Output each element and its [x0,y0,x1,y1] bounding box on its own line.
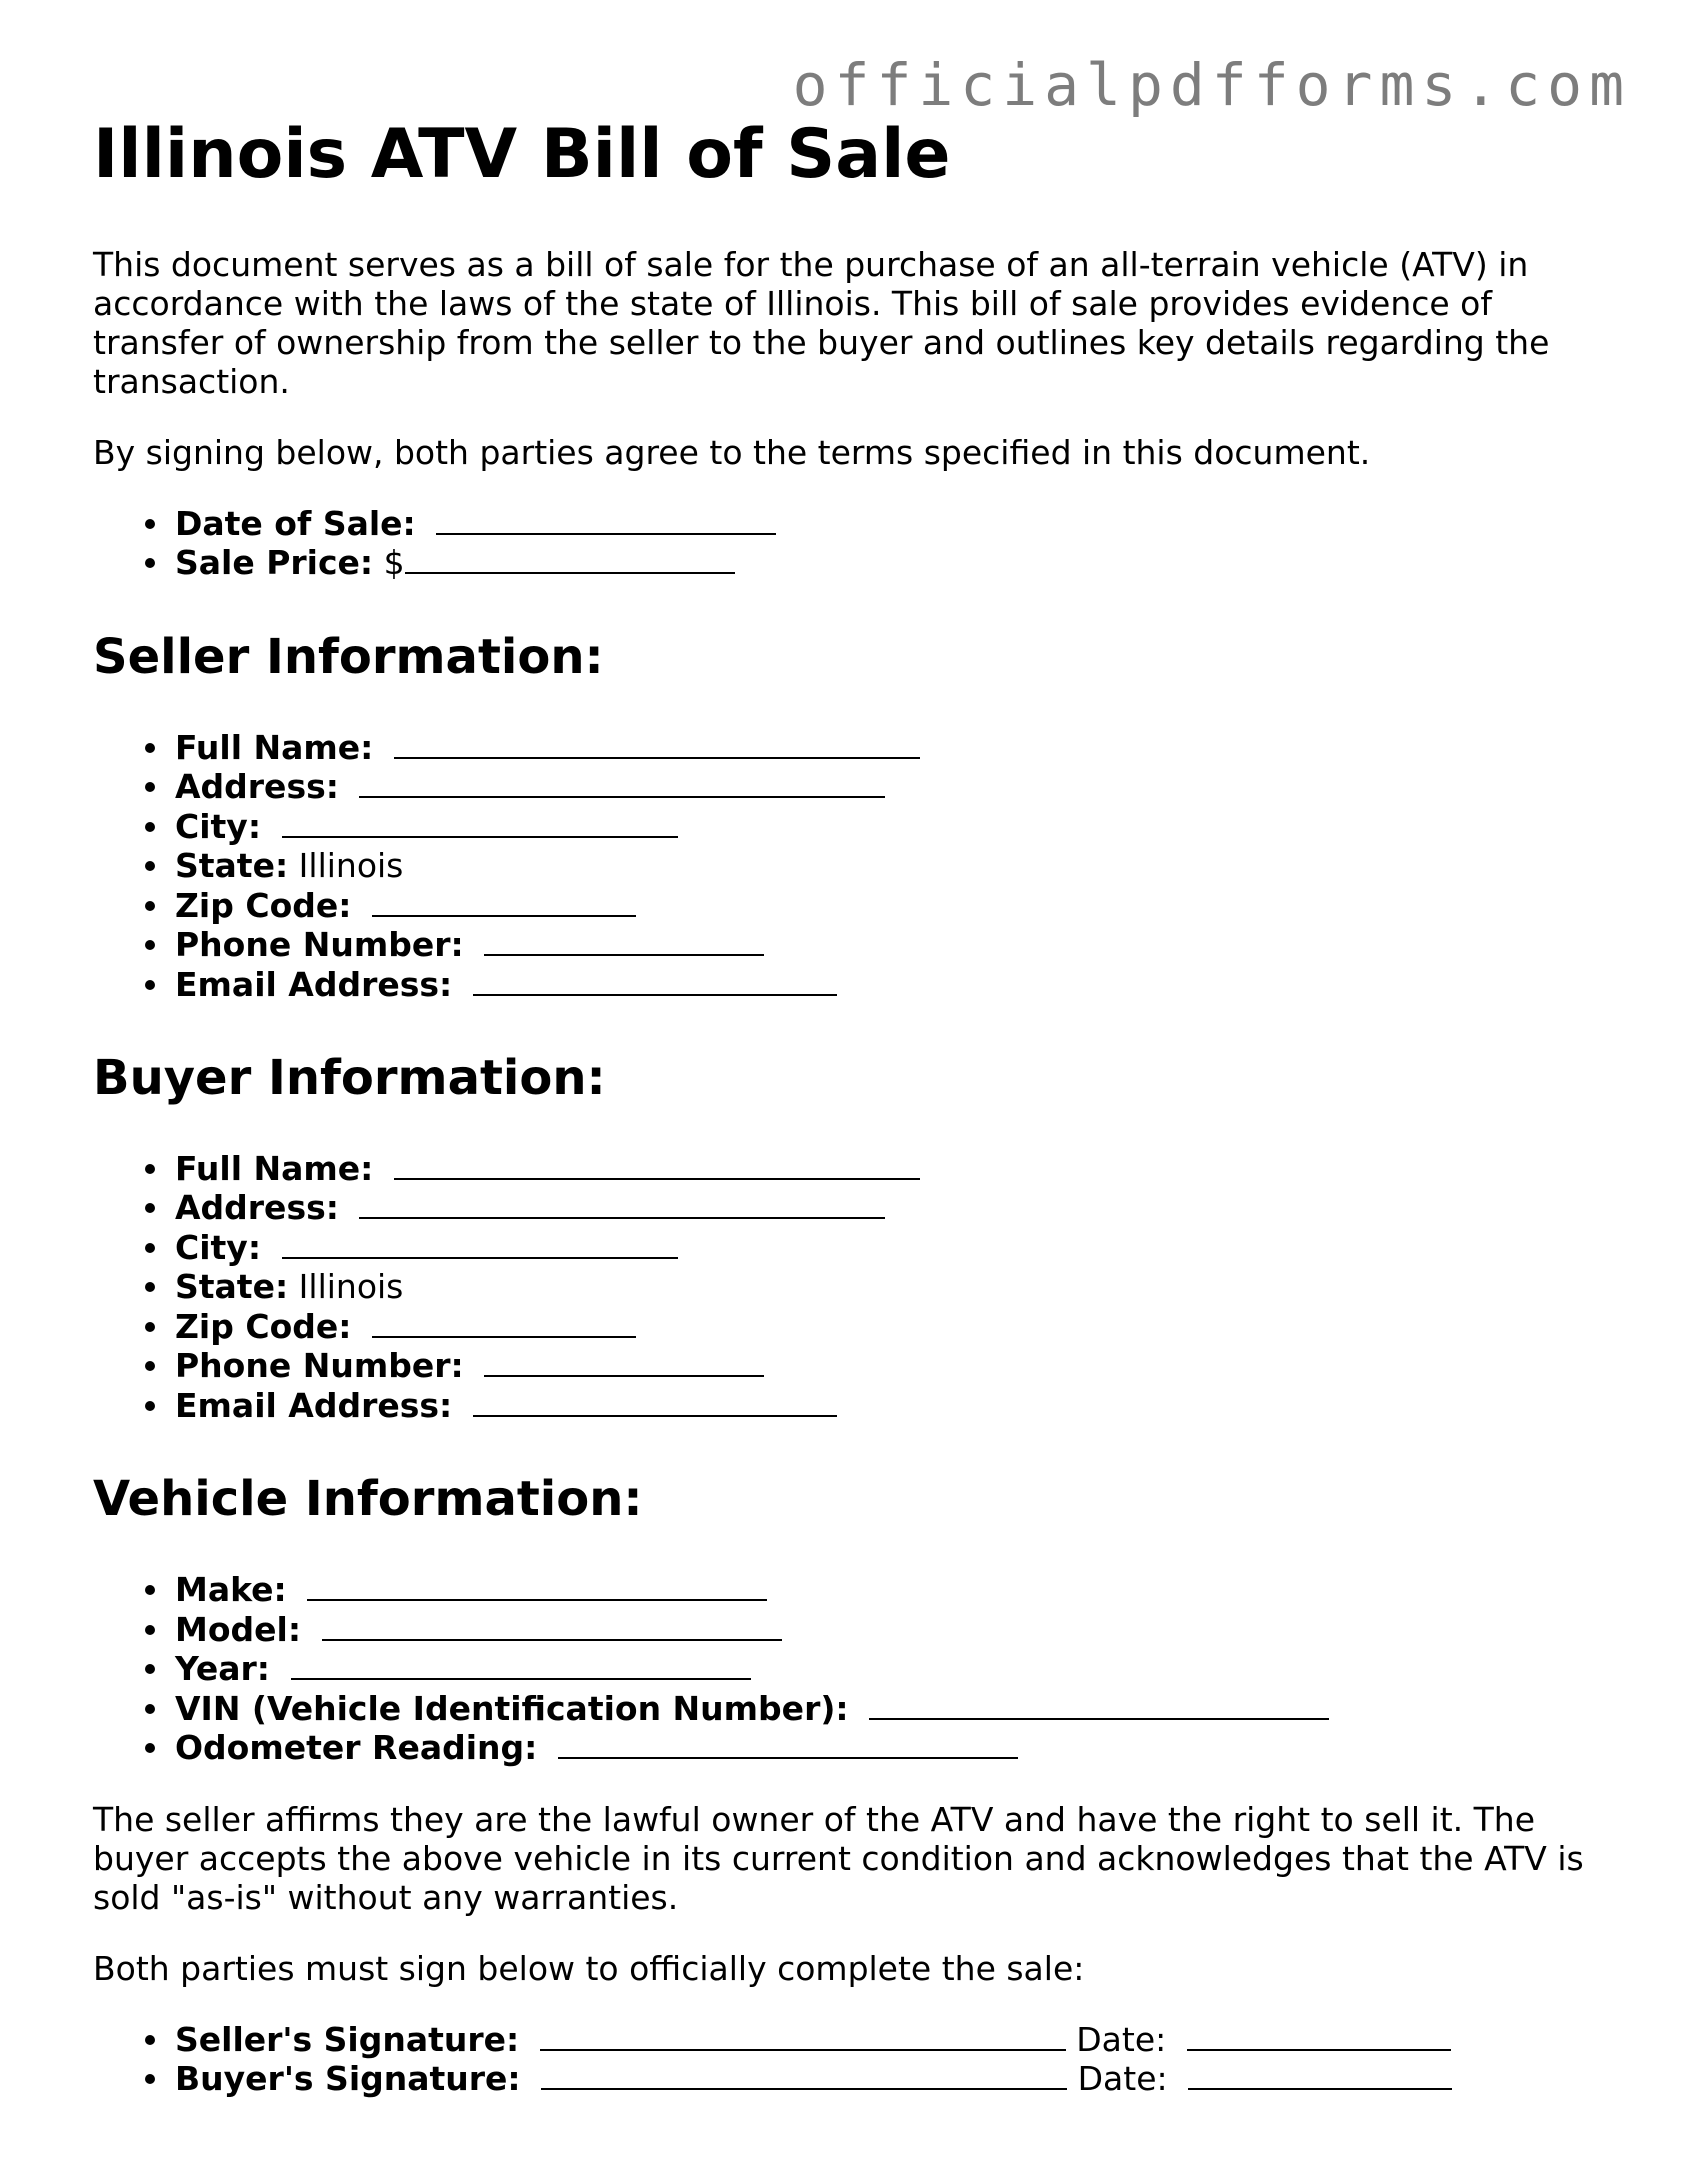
buyer-city-field[interactable] [282,1229,678,1259]
buyer-city-item [175,1228,1593,1268]
seller-signature-item [175,2020,1593,2060]
buyer-heading: Buyer Information: [93,1050,606,1107]
buyer-signature-label: Buyer's Signature: [175,2059,521,2099]
seller-signature-field[interactable] [540,2021,1066,2051]
vehicle-year-item [175,1649,1593,1689]
buyer-date-field[interactable] [1188,2060,1452,2090]
vehicle-heading: Vehicle Information: [93,1471,643,1528]
buyer-state-label: State: [175,1267,289,1307]
vehicle-model-label: Model: [175,1609,302,1649]
vehicle-odometer-label: Odometer Reading: [175,1728,538,1768]
seller-city-field[interactable] [282,808,678,838]
agreement-paragraph: By signing below, both parties agree to the terms specified in this document. [93,432,1371,472]
vehicle-odometer-field[interactable] [558,1729,1018,1759]
seller-address-label: Address: [175,767,339,807]
vehicle-vin-label: VIN (Vehicle Identification Number): [175,1688,849,1728]
buyer-zip-label: Zip Code: [175,1306,352,1346]
buyer-address-label: Address: [175,1188,339,1228]
buyer-email-label: Email Address: [175,1385,453,1425]
seller-date-label: Date: [1076,2019,1167,2059]
date-of-sale-label: Date of Sale: [175,503,416,543]
seller-zip-label: Zip Code: [175,885,352,925]
document-page [93,115,1593,2131]
vehicle-year-label: Year: [175,1649,270,1689]
seller-email-field[interactable] [473,966,837,996]
buyer-full-name-label: Full Name: [175,1148,374,1188]
vehicle-model-item [175,1610,1593,1650]
seller-email-item [175,965,1593,1005]
sale-price-prefix: $ [383,543,405,583]
seller-address-field[interactable] [359,768,885,798]
seller-email-label: Email Address: [175,964,453,1004]
vehicle-vin-item [175,1689,1593,1729]
sale-price-field[interactable] [405,544,735,574]
seller-info-list [93,728,1593,1005]
seller-date-field[interactable] [1187,2021,1451,2051]
seller-state-item [175,846,1593,886]
seller-heading: Seller Information: [93,628,604,685]
seller-phone-label: Phone Number: [175,925,464,965]
seller-full-name-label: Full Name: [175,727,374,767]
buyer-email-field[interactable] [473,1387,837,1417]
buyer-signature-item [175,2059,1593,2099]
buyer-email-item [175,1386,1593,1426]
vehicle-make-label: Make: [175,1570,287,1610]
seller-phone-item [175,925,1593,965]
buyer-zip-item [175,1307,1593,1347]
seller-zip-item [175,886,1593,926]
buyer-state-item [175,1267,1593,1307]
buyer-address-item [175,1188,1593,1228]
seller-phone-field[interactable] [484,926,764,956]
seller-signature-label: Seller's Signature: [175,2019,520,2059]
seller-state-value: Illinois [298,846,404,886]
affirmation-paragraph: The seller affirms they are the lawful owner of the ATV and have the right to sell it. The buyer accepts the above vehicle in its current condition and acknowledges that the ATV is sold "as-is" without any warranties. [93,1799,1584,1917]
buyer-phone-field[interactable] [484,1347,764,1377]
seller-full-name-item [175,728,1593,768]
seller-address-item [175,767,1593,807]
seller-full-name-field[interactable] [394,729,920,759]
buyer-phone-label: Phone Number: [175,1346,464,1386]
buyer-date-label: Date: [1077,2059,1168,2099]
buyer-state-value: Illinois [298,1267,404,1307]
intro-paragraph: This document serves as a bill of sale for the purchase of an all-terrain vehicle (ATV) in accordance with the laws of the state of Illinois. This bill of sale provides evidence of transfer of ownership from the seller to the buyer and outlines key details regarding the transaction. [93,244,1550,401]
sale-details-list [93,504,1593,583]
sale-price-label: Sale Price: [175,543,374,583]
date-of-sale-item [175,504,1593,544]
vehicle-make-field[interactable] [307,1571,767,1601]
vehicle-info-list [93,1570,1593,1768]
vehicle-year-field[interactable] [291,1650,751,1680]
buyer-phone-item [175,1346,1593,1386]
seller-state-label: State: [175,846,289,886]
sale-price-item [175,543,1593,583]
seller-city-label: City: [175,806,262,846]
buyer-address-field[interactable] [359,1189,885,1219]
buyer-city-label: City: [175,1227,262,1267]
sign-instruction-paragraph: Both parties must sign below to officially complete the sale: [93,1948,1085,1988]
buyer-signature-field[interactable] [541,2060,1067,2090]
seller-zip-field[interactable] [372,887,636,917]
seller-city-item [175,807,1593,847]
vehicle-make-item [175,1570,1593,1610]
watermark: officialpdfforms.com [792,51,1631,119]
signatures-list [93,2020,1593,2099]
buyer-info-list [93,1149,1593,1426]
vehicle-odometer-item [175,1728,1593,1768]
vehicle-vin-field[interactable] [869,1690,1329,1720]
buyer-full-name-item [175,1149,1593,1189]
vehicle-model-field[interactable] [322,1611,782,1641]
buyer-full-name-field[interactable] [394,1150,920,1180]
document-title: Illinois ATV Bill of Sale [93,115,951,194]
buyer-zip-field[interactable] [372,1308,636,1338]
date-of-sale-field[interactable] [436,505,776,535]
